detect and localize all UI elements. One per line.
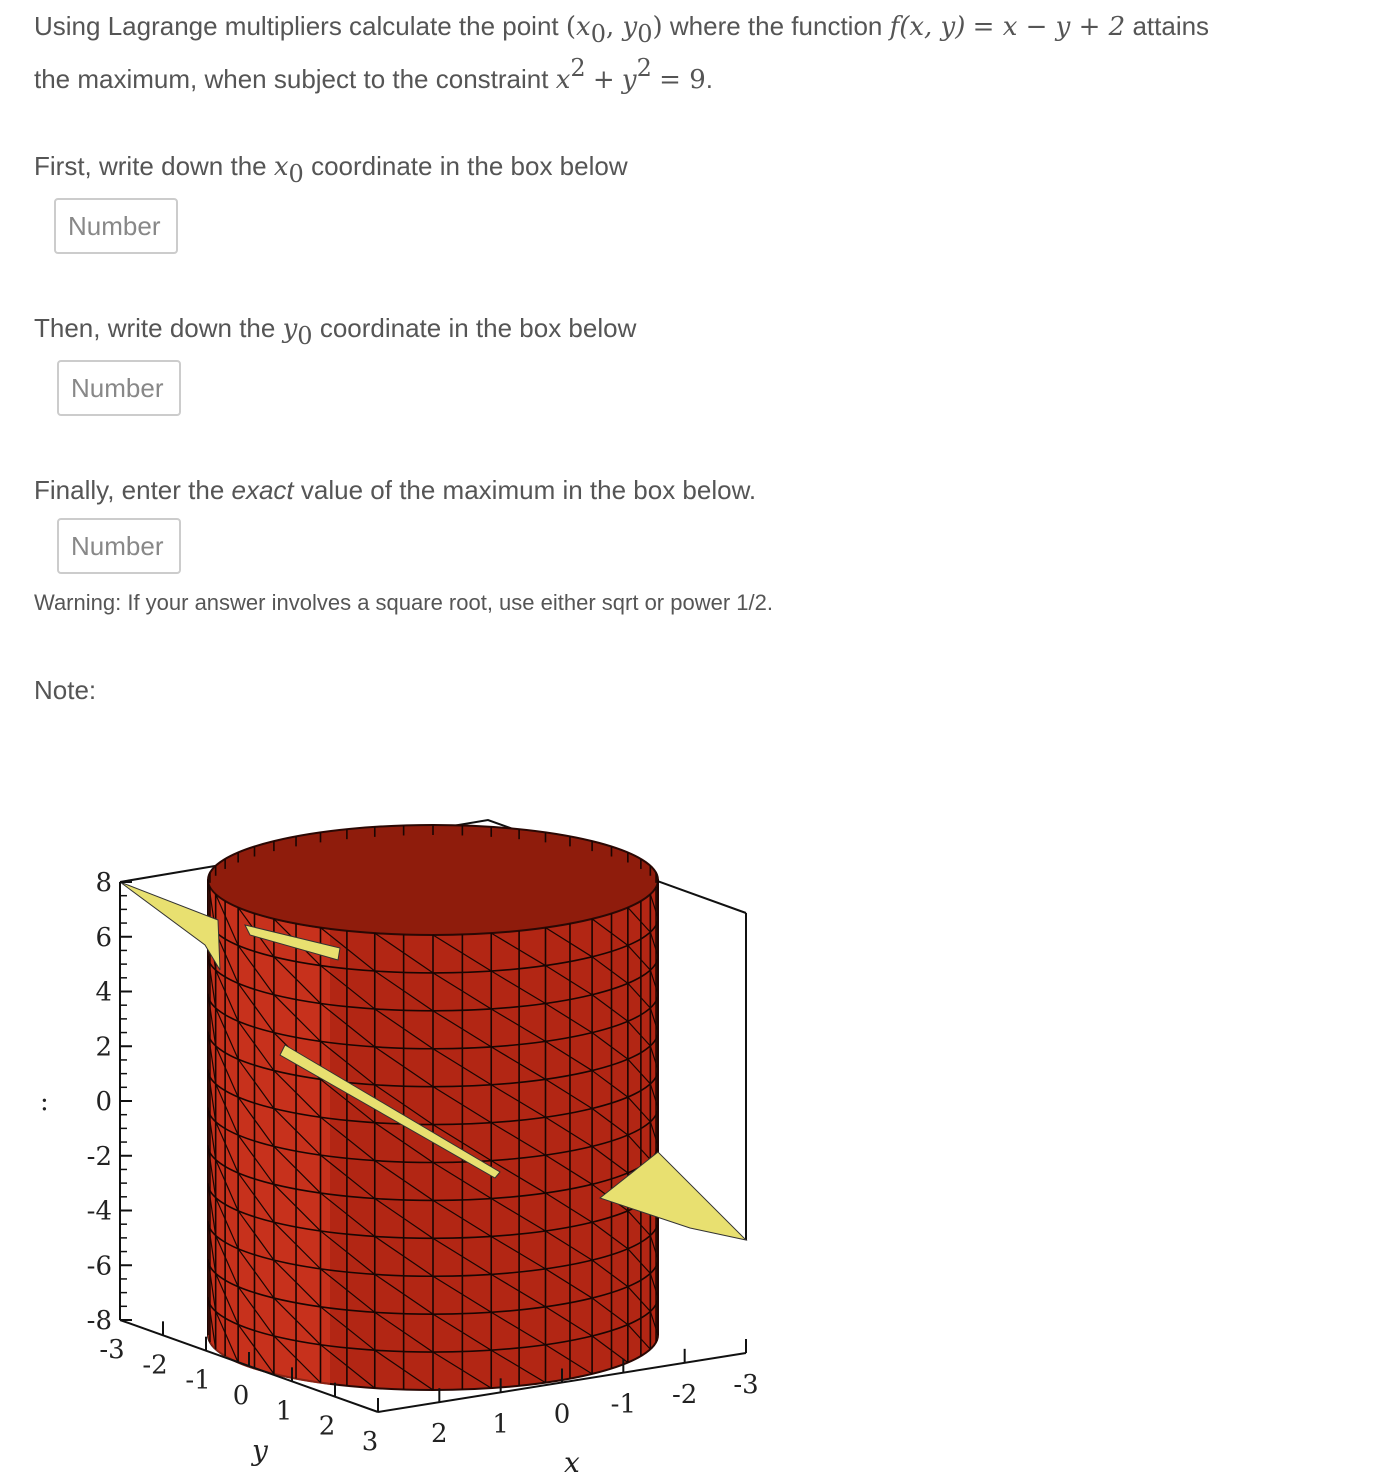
point-open-paren: ( [565,12,577,42]
part3-prompt [34,464,756,516]
maximum-answer-input[interactable] [57,518,181,574]
part3-emphasis: exact [231,475,294,505]
y-tick-label: 2 [318,1411,336,1442]
intro-text-2: where the function [669,11,883,41]
constraint-text: the maximum, when subject to the constraint [34,64,549,94]
part1-prompt [34,140,628,193]
y-tick-label: -3 [99,1335,125,1365]
y-axis-label: y [252,1434,268,1467]
x-tick-label: -1 [610,1389,636,1420]
y-tick-label: 1 [275,1396,293,1427]
3d-plot-figure [0,780,800,1475]
x-tick-label: -3 [733,1370,759,1400]
y-tick-label: -1 [185,1365,211,1396]
constraint-y: y [621,65,637,95]
point-x-sub: 0 [590,20,606,48]
z-tick-label: 4 [95,977,112,1008]
function-equals: = [972,12,1003,42]
stray-mark: : [40,1087,49,1117]
part1-var: x [273,152,289,182]
constraint-plus: + [592,65,615,95]
part2-var: y [282,314,298,344]
point-x: x [576,12,591,42]
question-text [34,0,1374,106]
function-rhs: x − y + 2 [1002,12,1126,42]
z-tick-label: 8 [95,868,112,898]
z-tick-label: 2 [95,1032,112,1063]
y-tick-label: -2 [142,1350,168,1381]
point-y-sub: 0 [637,20,653,48]
constraint-cylinder [208,825,658,1390]
part3-prefix: Finally, enter the [34,475,225,505]
z-tick-label: 6 [95,922,112,953]
z-tick-label: -4 [86,1196,112,1227]
z-tick-label: -8 [86,1306,112,1336]
part2-prompt [34,302,636,355]
constraint-y-power: 2 [636,54,652,82]
x-tick-label: 1 [492,1409,509,1440]
part3-suffix: value of the maximum in the box below. [300,475,757,505]
x-axis-label: x [564,1446,580,1475]
constraint-x-power: 2 [570,54,586,82]
intro-text-3: attains [1132,11,1210,41]
constraint-x: x [555,65,571,95]
z-axis-ticks [87,868,132,1336]
point-comma: , [605,12,623,42]
part1-suffix: coordinate in the box below [311,151,628,181]
y-tick-label: 3 [361,1427,379,1457]
x-tick-label: 0 [553,1399,571,1430]
x0-answer-input[interactable] [54,198,178,254]
z-tick-label: -6 [86,1251,112,1282]
x-tick-label: -2 [672,1379,698,1410]
point-close-paren: ) [652,12,663,42]
part2-var-sub: 0 [297,322,313,350]
y0-answer-input[interactable] [57,360,181,416]
part2-suffix: coordinate in the box below [319,313,637,343]
constraint-equals-9: = 9 [659,65,706,95]
note-label: Note: [34,675,97,705]
function-lhs: f(x, y) [889,12,966,42]
point-y: y [622,12,638,42]
part1-var-sub: 0 [288,160,304,188]
y-tick-label: 0 [232,1381,250,1411]
x-tick-label: 2 [431,1419,448,1450]
part2-prefix: Then, write down the [34,313,276,343]
constraint-period: . [705,64,713,94]
intro-text-1: Using Lagrange multipliers calculate the point [34,11,559,41]
z-tick-label: -2 [86,1141,112,1172]
z-tick-label: 0 [95,1087,112,1117]
warning-text: Warning: If your answer involves a square root, use either sqrt or power 1/2. [34,590,773,615]
part1-prefix: First, write down the [34,151,267,181]
